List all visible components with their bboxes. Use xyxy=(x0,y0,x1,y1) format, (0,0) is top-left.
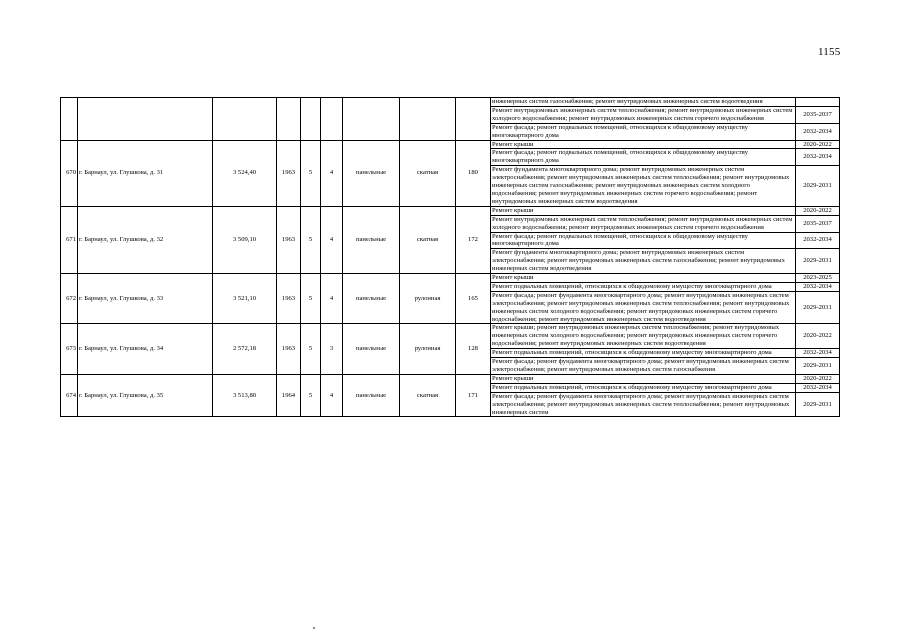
apartments-cell: 171 xyxy=(456,374,491,417)
floors-cell: 5 xyxy=(301,140,321,206)
wall-material-cell: панельные xyxy=(343,374,400,417)
area-cell: 3 521,10 xyxy=(213,274,277,324)
address-cell: г. Барнаул, ул. Глушкова, д. 32 xyxy=(78,206,213,273)
apartments-cell: 165 xyxy=(456,274,491,324)
wall-material-cell: панельные xyxy=(343,324,400,374)
work-period-cell: 2020-2022 xyxy=(796,140,840,149)
work-period-cell: 2029-2031 xyxy=(796,358,840,375)
work-period-cell: 2032-2034 xyxy=(796,282,840,291)
record-number-cell xyxy=(61,98,78,141)
floors-cell xyxy=(301,98,321,141)
roof-type-cell: скатная xyxy=(400,374,456,417)
area-cell xyxy=(213,98,277,141)
year-cell: 1963 xyxy=(277,274,301,324)
work-description-cell: Ремонт подвальных помещений, относящихся к общедомовому имуществу многоквартирного дома xyxy=(491,282,796,291)
wall-material-cell: панельные xyxy=(343,274,400,324)
year-cell: 1963 xyxy=(277,324,301,374)
table-body xyxy=(61,98,840,417)
table-row xyxy=(61,274,840,283)
apartments-cell: 172 xyxy=(456,206,491,273)
roof-type-cell: рулонная xyxy=(400,274,456,324)
record-number-cell: 670 xyxy=(61,140,78,206)
area-cell: 2 572,18 xyxy=(213,324,277,374)
work-period-cell: 2032-2034 xyxy=(796,349,840,358)
work-period-cell xyxy=(796,98,840,107)
work-description-cell: Ремонт фундамента многоквартирного дома; ремонт внутридомовых инженерных систем электроснабжения; ремонт внутридомовых инженерных систем газоснабжения; ремонт внутридомовых инженерных систем водоотведения xyxy=(491,249,796,274)
record-number-cell: 673 xyxy=(61,324,78,374)
work-description-cell: Ремонт фасада; ремонт фундамента многоквартирного дома; ремонт внутридомовых инженерных систем электроснабжения; ремонт внутридомовых инженерных систем теплоснабжения; ремонт внутридомовых инженерных систем xyxy=(491,392,796,417)
floors-cell: 5 xyxy=(301,324,321,374)
capital-repair-table xyxy=(60,97,840,417)
page-number: 1155 xyxy=(818,46,841,58)
table-row xyxy=(61,98,840,107)
work-period-cell: 2032-2034 xyxy=(796,232,840,249)
work-description-cell: Ремонт внутридомовых инженерных систем теплоснабжения; ремонт внутридомовых инженерных систем холодного водоснабжения; ремонт внутридомовых инженерных систем горячего водоснабжения xyxy=(491,106,796,123)
address-cell: г. Барнаул, ул. Глушкова, д. 34 xyxy=(78,324,213,374)
work-description-cell: Ремонт внутридомовых инженерных систем теплоснабжения; ремонт внутридомовых инженерных систем холодного водоснабжения; ремонт внутридомовых инженерных систем горячего водоснабжения xyxy=(491,215,796,232)
table-row xyxy=(61,374,840,383)
work-description-cell: Ремонт крыши xyxy=(491,206,796,215)
work-period-cell: 2020-2022 xyxy=(796,206,840,215)
scan-speck xyxy=(313,627,315,629)
entrances-cell: 4 xyxy=(321,206,343,273)
wall-material-cell xyxy=(343,98,400,141)
roof-type-cell: скатная xyxy=(400,140,456,206)
floors-cell: 5 xyxy=(301,374,321,417)
roof-type-cell: рулонная xyxy=(400,324,456,374)
entrances-cell: 4 xyxy=(321,374,343,417)
work-description-cell: Ремонт фасада; ремонт подвальных помещений, относящихся к общедомовому имуществу многоквартирного дома xyxy=(491,232,796,249)
roof-type-cell: скатная xyxy=(400,206,456,273)
address-cell: г. Барнаул, ул. Глушкова, д. 31 xyxy=(78,140,213,206)
address-cell: г. Барнаул, ул. Глушкова, д. 35 xyxy=(78,374,213,417)
work-period-cell: 2035-2037 xyxy=(796,106,840,123)
work-description-cell: Ремонт крыши; ремонт внутридомовых инженерных систем теплоснабжения; ремонт внутридомовых инженерных систем холодного водоснабжения; ремонт внутридомовых инженерных систем горячего водоснабжения; ремонт внутридомовых инженерных систем водоотведения xyxy=(491,324,796,349)
area-cell: 3 513,80 xyxy=(213,374,277,417)
work-description-cell: Ремонт фасада; ремонт подвальных помещений, относящихся к общедомовому имуществу многоквартирного дома xyxy=(491,149,796,166)
table-row xyxy=(61,206,840,215)
address-cell xyxy=(78,98,213,141)
record-number-cell: 671 xyxy=(61,206,78,273)
year-cell: 1963 xyxy=(277,206,301,273)
work-period-cell: 2032-2034 xyxy=(796,149,840,166)
work-description-cell: Ремонт фасада; ремонт фундамента многоквартирного дома; ремонт внутридомовых инженерных систем электроснабжения; ремонт внутридомовых инженерных систем теплоснабжения; ремонт внутридомовых инженерных систем холодного водоснабжения; ремонт внутридомовых инженерных систем горячего водоснабжения; ремонт внутридомовых инженерных систем водоотведения xyxy=(491,291,796,324)
work-description-cell: инженерных систем газоснабжения; ремонт внутридомовых инженерных систем водоотведения xyxy=(491,98,796,107)
work-period-cell: 2029-2031 xyxy=(796,392,840,417)
apartments-cell: 128 xyxy=(456,324,491,374)
work-period-cell: 2032-2034 xyxy=(796,123,840,140)
work-period-cell: 2023-2025 xyxy=(796,274,840,283)
work-period-cell: 2032-2034 xyxy=(796,383,840,392)
work-description-cell: Ремонт фасада; ремонт подвальных помещений, относящихся к общедомовому имуществу многоквартирного дома xyxy=(491,123,796,140)
area-cell: 3 524,40 xyxy=(213,140,277,206)
floors-cell: 5 xyxy=(301,274,321,324)
work-description-cell: Ремонт подвальных помещений, относящихся к общедомовому имуществу многоквартирного дома xyxy=(491,383,796,392)
floors-cell: 5 xyxy=(301,206,321,273)
record-number-cell: 672 xyxy=(61,274,78,324)
address-cell: г. Барнаул, ул. Глушкова, д. 33 xyxy=(78,274,213,324)
work-period-cell: 2035-2037 xyxy=(796,215,840,232)
year-cell: 1963 xyxy=(277,140,301,206)
entrances-cell: 4 xyxy=(321,274,343,324)
wall-material-cell: панельные xyxy=(343,140,400,206)
work-description-cell: Ремонт крыши xyxy=(491,374,796,383)
work-description-cell: Ремонт крыши xyxy=(491,140,796,149)
wall-material-cell: панельные xyxy=(343,206,400,273)
work-description-cell: Ремонт подвальных помещений, относящихся к общедомовому имуществу многоквартирного дома xyxy=(491,349,796,358)
work-period-cell: 2020-2022 xyxy=(796,324,840,349)
record-number-cell: 674 xyxy=(61,374,78,417)
table-row xyxy=(61,324,840,349)
year-cell: 1964 xyxy=(277,374,301,417)
entrances-cell: 3 xyxy=(321,324,343,374)
work-period-cell: 2029-2031 xyxy=(796,166,840,207)
roof-type-cell xyxy=(400,98,456,141)
work-description-cell: Ремонт фасада; ремонт фундамента многоквартирного дома; ремонт внутридомовых инженерных систем электроснабжения; ремонт внутридомовых инженерных систем газоснабжения xyxy=(491,358,796,375)
entrances-cell: 4 xyxy=(321,140,343,206)
year-cell xyxy=(277,98,301,141)
work-description-cell: Ремонт крыши xyxy=(491,274,796,283)
work-period-cell: 2029-2031 xyxy=(796,249,840,274)
entrances-cell xyxy=(321,98,343,141)
apartments-cell xyxy=(456,98,491,141)
work-description-cell: Ремонт фундамента многоквартирного дома; ремонт внутридомовых инженерных систем электроснабжения; ремонт внутридомовых инженерных систем теплоснабжения; ремонт внутридомовых инженерных систем газоснабжения; ремонт внутридомовых инженерных систем холодного водоснабжения; ремонт внутридомовых инженерных систем горячего водоснабжения; ремонт внутридомовых инженерных систем водоотведения xyxy=(491,166,796,207)
apartments-cell: 180 xyxy=(456,140,491,206)
work-period-cell: 2029-2031 xyxy=(796,291,840,324)
area-cell: 3 509,10 xyxy=(213,206,277,273)
work-period-cell: 2020-2022 xyxy=(796,374,840,383)
table-row xyxy=(61,140,840,149)
